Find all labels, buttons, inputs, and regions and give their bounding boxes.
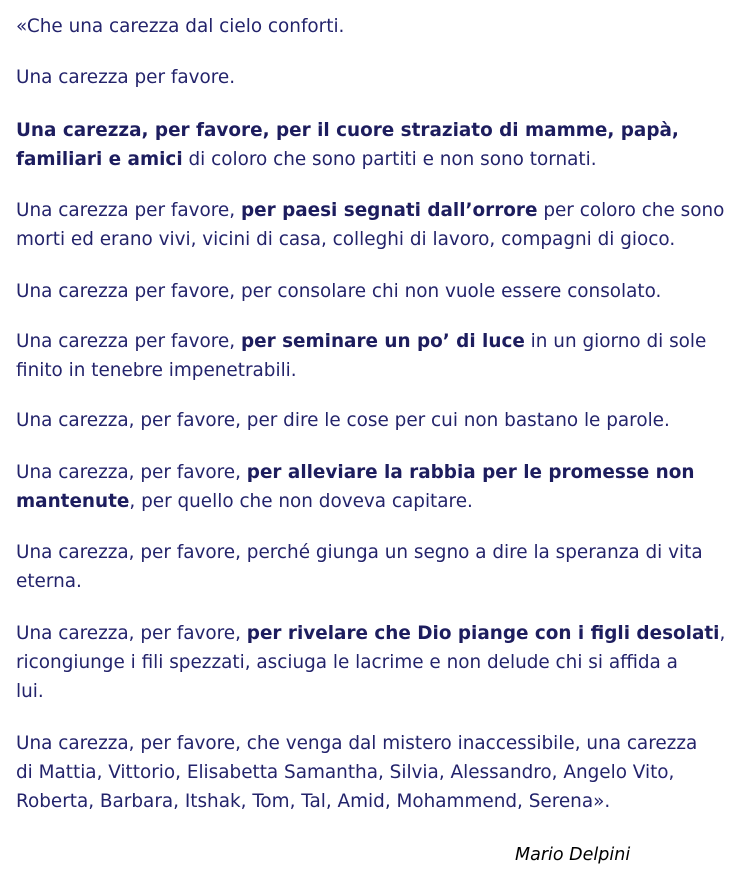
- paragraph: [16, 196, 725, 254]
- text-line: [16, 491, 473, 512]
- paragraph: [16, 729, 716, 816]
- text-line: [16, 149, 597, 170]
- text-segment: «Che una carezza dal cielo conforti.: [16, 16, 345, 37]
- text-segment: Una carezza, per favore,: [16, 623, 247, 644]
- text-segment: , per quello che non doveva capitare.: [129, 491, 473, 512]
- bold-segment: per paesi segnati dall’orrore: [240, 200, 538, 221]
- text-segment: di coloro che sono partiti e non sono tornati.: [182, 149, 597, 170]
- signature: Mario Delpini: [515, 845, 631, 865]
- text-line: [16, 200, 724, 221]
- text-segment: di Mattia, Vittorio, Elisabetta Samantha, Silvia, Alessandro, Angelo Vito,: [16, 762, 675, 783]
- text-segment: Roberta, Barbara, Itshak, Tom, Tal, Amid, Mohammend, Serena».: [16, 791, 611, 812]
- paragraph: [16, 406, 716, 435]
- text-line: [16, 67, 235, 88]
- paragraph: [16, 116, 716, 174]
- bold-segment: familiari e amici: [16, 149, 183, 170]
- text-segment: in un giorno di sole: [524, 331, 707, 352]
- paragraph: [16, 538, 716, 596]
- text-segment: Una carezza per favore.: [16, 67, 236, 88]
- text-line: [16, 791, 610, 812]
- text-segment: Una carezza per favore,: [16, 331, 241, 352]
- paragraph: [16, 277, 716, 306]
- text-segment: ricongiunge i fili spezzati, asciuga le lacrime e non delude chi si affida a: [16, 652, 678, 673]
- paragraph: [16, 12, 716, 41]
- text-line: [16, 652, 678, 673]
- bold-segment: per alleviare la rabbia per le promesse non: [246, 462, 695, 483]
- text-line: [16, 762, 674, 783]
- text-line: [16, 623, 725, 644]
- text-segment: Una carezza, per favore, che venga dal mistero inaccessibile, una carezza: [16, 733, 698, 754]
- text-line: [16, 229, 675, 250]
- text-line: [16, 462, 694, 483]
- text-segment: eterna.: [16, 571, 82, 592]
- text-segment: Una carezza per favore, per consolare chi non vuole essere consolato.: [16, 281, 662, 302]
- text-line: [16, 542, 703, 563]
- text-segment: ,: [719, 623, 726, 644]
- text-segment: Una carezza, per favore,: [16, 462, 247, 483]
- text-line: [16, 281, 661, 302]
- text-line: [16, 681, 44, 702]
- paragraph: [16, 619, 726, 706]
- text-segment: lui.: [16, 681, 44, 702]
- text-segment: morti ed erano vivi, vicini di casa, colleghi di lavoro, compagni di gioco.: [16, 229, 676, 250]
- bold-segment: per seminare un po’ di luce: [240, 331, 525, 352]
- text-line: [16, 360, 297, 381]
- text-line: [16, 120, 679, 141]
- text-segment: Una carezza, per favore, per dire le cose per cui non bastano le parole.: [16, 410, 670, 431]
- text-segment: Una carezza, per favore, perché giunga un segno a dire la speranza di vita: [16, 542, 703, 563]
- paragraph: [16, 63, 716, 92]
- text-line: [16, 331, 706, 352]
- text-line: [16, 16, 344, 37]
- bold-segment: Una carezza, per favore, per il cuore straziato di mamme, papà,: [16, 120, 679, 141]
- text-line: [16, 571, 82, 592]
- text-segment: finito in tenebre impenetrabili.: [16, 360, 297, 381]
- paragraph: [16, 327, 716, 385]
- text-segment: per coloro che sono: [537, 200, 725, 221]
- text-segment: Una carezza per favore,: [16, 200, 241, 221]
- bold-segment: mantenute: [16, 491, 130, 512]
- bold-segment: per rivelare che Dio piange con i figli desolati: [246, 623, 720, 644]
- paragraph: [16, 458, 716, 516]
- text-line: [16, 733, 697, 754]
- text-line: [16, 410, 670, 431]
